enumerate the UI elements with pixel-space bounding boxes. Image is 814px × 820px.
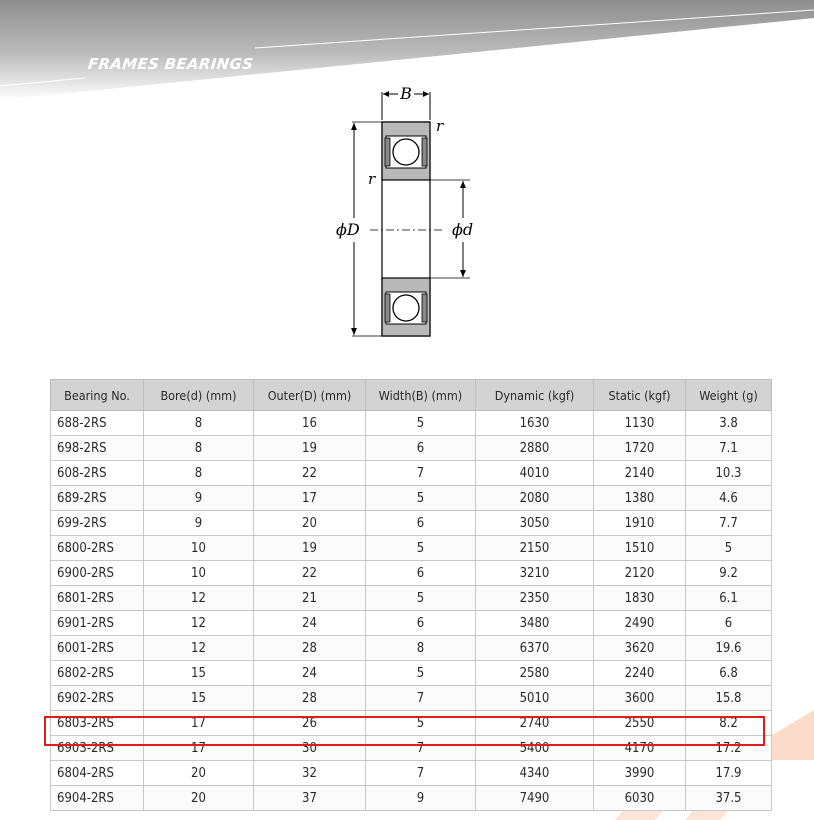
- spec-value-cell: 5: [366, 661, 476, 686]
- spec-value-cell: 12: [144, 636, 254, 661]
- spec-value-cell: 10: [144, 536, 254, 561]
- spec-value-cell: 9: [144, 511, 254, 536]
- spec-value-cell: 10.3: [686, 461, 772, 486]
- spec-value-cell: 2880: [476, 436, 594, 461]
- spec-value-cell: 6: [366, 436, 476, 461]
- spec-value-cell: 5010: [476, 686, 594, 711]
- spec-value-cell: 6370: [476, 636, 594, 661]
- spec-value-cell: 5: [366, 711, 476, 736]
- table-row: [51, 761, 772, 786]
- table-header-row: [51, 380, 772, 411]
- spec-value-cell: 17.2: [686, 736, 772, 761]
- radius-label-top: r: [436, 117, 444, 135]
- spec-value-cell: 22: [254, 561, 366, 586]
- spec-value-cell: 3600: [594, 686, 686, 711]
- width-label: B: [400, 84, 412, 103]
- table-row: [51, 461, 772, 486]
- bearing-number-cell: 6900-2RS: [51, 561, 144, 586]
- spec-value-cell: 37: [254, 786, 366, 811]
- table-row: [51, 686, 772, 711]
- table-row: [51, 511, 772, 536]
- spec-value-cell: 6: [686, 611, 772, 636]
- spec-value-cell: 7490: [476, 786, 594, 811]
- spec-value-cell: 15: [144, 686, 254, 711]
- bearing-number-cell: 6901-2RS: [51, 611, 144, 636]
- spec-value-cell: 7: [366, 736, 476, 761]
- spec-value-cell: 1510: [594, 536, 686, 561]
- spec-value-cell: 21: [254, 586, 366, 611]
- spec-value-cell: 22: [254, 461, 366, 486]
- spec-value-cell: 32: [254, 761, 366, 786]
- spec-value-cell: 6.1: [686, 586, 772, 611]
- spec-value-cell: 5: [366, 536, 476, 561]
- brand-title: FRAMES BEARINGS: [87, 55, 255, 73]
- spec-value-cell: 3620: [594, 636, 686, 661]
- spec-value-cell: 2120: [594, 561, 686, 586]
- spec-value-cell: 19.6: [686, 636, 772, 661]
- table-body: [51, 411, 772, 811]
- bearing-number-cell: 6800-2RS: [51, 536, 144, 561]
- bearing-number-cell: 6001-2RS: [51, 636, 144, 661]
- spec-value-cell: 15: [144, 661, 254, 686]
- spec-value-cell: 6.8: [686, 661, 772, 686]
- spec-value-cell: 5400: [476, 736, 594, 761]
- spec-value-cell: 9: [144, 486, 254, 511]
- column-header: Width(B) (mm): [366, 380, 476, 411]
- spec-value-cell: 8: [144, 436, 254, 461]
- spec-value-cell: 17: [254, 486, 366, 511]
- spec-value-cell: 3.8: [686, 411, 772, 436]
- spec-value-cell: 3990: [594, 761, 686, 786]
- spec-value-cell: 20: [144, 786, 254, 811]
- table-row: [51, 536, 772, 561]
- spec-value-cell: 17: [144, 711, 254, 736]
- spec-value-cell: 3050: [476, 511, 594, 536]
- bore-diameter-label: ϕd: [452, 220, 474, 239]
- spec-value-cell: 7: [366, 761, 476, 786]
- spec-value-cell: 5: [366, 586, 476, 611]
- spec-value-cell: 2740: [476, 711, 594, 736]
- spec-value-cell: 2490: [594, 611, 686, 636]
- spec-value-cell: 1130: [594, 411, 686, 436]
- spec-value-cell: 16: [254, 411, 366, 436]
- bearing-number-cell: 6801-2RS: [51, 586, 144, 611]
- bearing-number-cell: 6902-2RS: [51, 686, 144, 711]
- spec-value-cell: 5: [366, 411, 476, 436]
- spec-value-cell: 2140: [594, 461, 686, 486]
- spec-value-cell: 19: [254, 436, 366, 461]
- column-header: Static (kgf): [594, 380, 686, 411]
- table-row: [51, 636, 772, 661]
- spec-value-cell: 8: [366, 636, 476, 661]
- spec-value-cell: 12: [144, 586, 254, 611]
- spec-value-cell: 5: [686, 536, 772, 561]
- spec-value-cell: 1380: [594, 486, 686, 511]
- spec-value-cell: 30: [254, 736, 366, 761]
- bearing-number-cell: 6903-2RS: [51, 736, 144, 761]
- bearing-number-cell: 6804-2RS: [51, 761, 144, 786]
- spec-value-cell: 2080: [476, 486, 594, 511]
- spec-value-cell: 1630: [476, 411, 594, 436]
- column-header: Dynamic (kgf): [476, 380, 594, 411]
- spec-value-cell: 17.9: [686, 761, 772, 786]
- spec-value-cell: 4170: [594, 736, 686, 761]
- spec-value-cell: 37.5: [686, 786, 772, 811]
- table-row: [51, 661, 772, 686]
- spec-value-cell: 1720: [594, 436, 686, 461]
- spec-value-cell: 2580: [476, 661, 594, 686]
- table-row: [51, 411, 772, 436]
- spec-value-cell: 7: [366, 461, 476, 486]
- spec-value-cell: 2350: [476, 586, 594, 611]
- spec-value-cell: 4340: [476, 761, 594, 786]
- table-row: [51, 436, 772, 461]
- bearing-number-cell: 699-2RS: [51, 511, 144, 536]
- spec-value-cell: 24: [254, 611, 366, 636]
- spec-value-cell: 6030: [594, 786, 686, 811]
- spec-value-cell: 17: [144, 736, 254, 761]
- spec-value-cell: 9: [366, 786, 476, 811]
- spec-value-cell: 10: [144, 561, 254, 586]
- bearing-number-cell: 6904-2RS: [51, 786, 144, 811]
- spec-value-cell: 3480: [476, 611, 594, 636]
- spec-value-cell: 8: [144, 461, 254, 486]
- spec-value-cell: 2150: [476, 536, 594, 561]
- spec-value-cell: 28: [254, 636, 366, 661]
- table-row: [51, 586, 772, 611]
- table-row: [51, 711, 772, 736]
- spec-value-cell: 20: [144, 761, 254, 786]
- table-row: [51, 736, 772, 761]
- spec-value-cell: 1830: [594, 586, 686, 611]
- bearing-number-cell: 698-2RS: [51, 436, 144, 461]
- spec-value-cell: 4010: [476, 461, 594, 486]
- spec-value-cell: 2550: [594, 711, 686, 736]
- bearing-number-cell: 6802-2RS: [51, 661, 144, 686]
- column-header: Bearing No.: [51, 380, 144, 411]
- bearing-number-cell: 689-2RS: [51, 486, 144, 511]
- column-header: Bore(d) (mm): [144, 380, 254, 411]
- column-header: Outer(D) (mm): [254, 380, 366, 411]
- spec-value-cell: 15.8: [686, 686, 772, 711]
- spec-value-cell: 5: [366, 486, 476, 511]
- spec-value-cell: 2240: [594, 661, 686, 686]
- bearing-cross-section-diagram: [330, 80, 500, 350]
- spec-value-cell: 4.6: [686, 486, 772, 511]
- bearing-number-cell: 6803-2RS: [51, 711, 144, 736]
- spec-value-cell: 7: [366, 686, 476, 711]
- spec-value-cell: 8: [144, 411, 254, 436]
- bearing-spec-table: [50, 379, 772, 811]
- spec-value-cell: 24: [254, 661, 366, 686]
- spec-value-cell: 7.1: [686, 436, 772, 461]
- column-header: Weight (g): [686, 380, 772, 411]
- spec-value-cell: 9.2: [686, 561, 772, 586]
- table-row: [51, 561, 772, 586]
- outer-diameter-label: ϕD: [336, 220, 360, 239]
- spec-value-cell: 7.7: [686, 511, 772, 536]
- spec-value-cell: 6: [366, 511, 476, 536]
- table-row: [51, 486, 772, 511]
- table-row: [51, 786, 772, 811]
- spec-value-cell: 3210: [476, 561, 594, 586]
- spec-value-cell: 12: [144, 611, 254, 636]
- bearing-number-cell: 688-2RS: [51, 411, 144, 436]
- spec-value-cell: 6: [366, 611, 476, 636]
- spec-value-cell: 20: [254, 511, 366, 536]
- spec-value-cell: 6: [366, 561, 476, 586]
- spec-value-cell: 28: [254, 686, 366, 711]
- radius-label-side: r: [368, 170, 376, 188]
- spec-value-cell: 26: [254, 711, 366, 736]
- table-row: [51, 611, 772, 636]
- spec-value-cell: 19: [254, 536, 366, 561]
- bearing-number-cell: 608-2RS: [51, 461, 144, 486]
- spec-value-cell: 8.2: [686, 711, 772, 736]
- spec-value-cell: 1910: [594, 511, 686, 536]
